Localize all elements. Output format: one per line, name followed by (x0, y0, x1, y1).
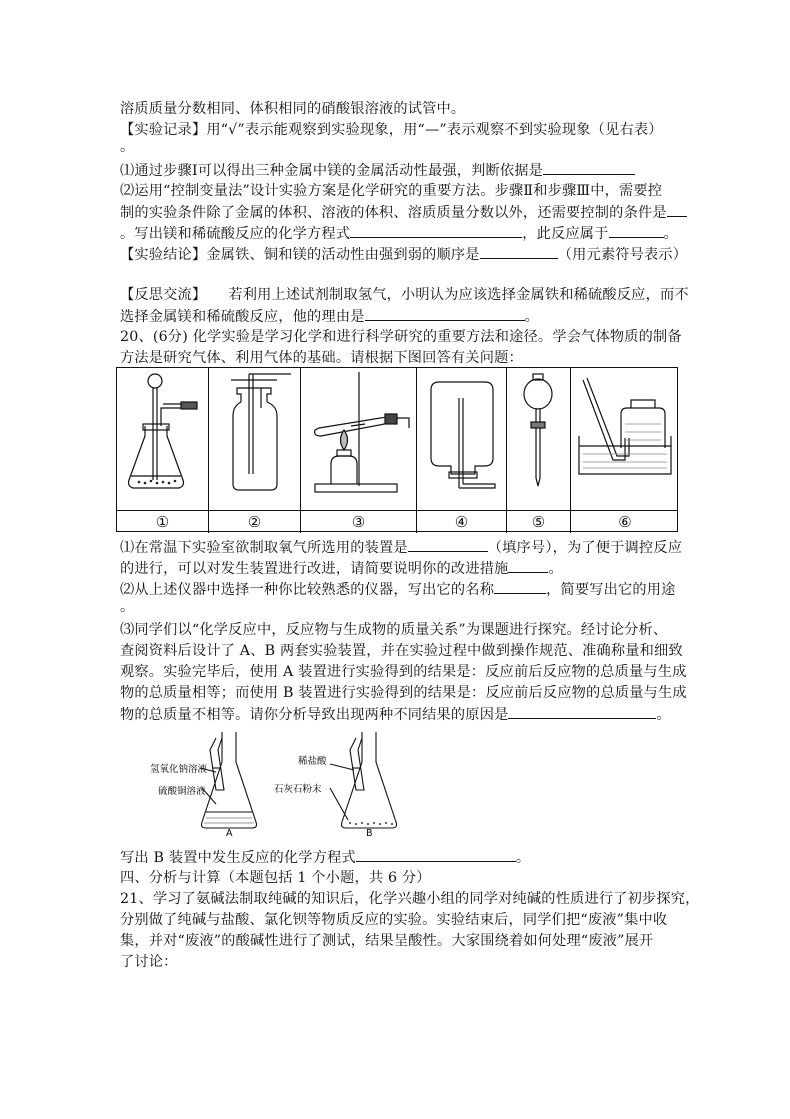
apparatus-5-separatory-funnel (507, 368, 571, 510)
apparatus-number-row (117, 510, 677, 533)
answer-blank[interactable] (667, 202, 687, 217)
flask-a-caption: A (226, 828, 233, 838)
apparatus-2-gas-collecting-bottle (209, 368, 301, 510)
text-line: 查阅资料后设计了 A、B 两套实验装置，并在实验过程中做到操作规范、准确称量和细致 (120, 643, 683, 659)
apparatus-table (116, 367, 678, 532)
text-line: 20、(6分) 化学实验是学习化学和进行科学研究的重要方法和途径。学会气体物质的制备 (120, 329, 682, 345)
text-line: 集，并对“废液”的酸碱性进行了测试，结果呈酸性。大家围绕着如何处理“废液”展开 (120, 933, 654, 949)
text-line: 。写出镁和稀硫酸反应的化学方程式 ，此反应属于 。 (120, 223, 680, 244)
answer-blank[interactable] (508, 704, 656, 719)
text-line: ⑵从上述仪器中选择一种你比较熟悉的仪器，写出它的名称 ，简要写出它的用途 (120, 579, 680, 600)
apparatus-number: ② (209, 511, 301, 533)
flask-a-label-naoh: 氢氧化钠溶液 (150, 764, 208, 775)
answer-blank[interactable] (408, 537, 488, 552)
text-line: 溶质质量分数相同、体积相同的硝酸银溶液的试管中。 (120, 101, 466, 117)
answer-blank[interactable] (494, 579, 546, 594)
apparatus-number: ④ (417, 511, 507, 533)
answer-blank[interactable] (356, 847, 516, 862)
text-line: 物的总质量相等；而使用 B 装置进行实验得到的结果是：反应前后反应物的总质量与生成 (120, 685, 687, 701)
text-line: ⑵运用“控制变量法”设计实验方案是化学研究的重要方法。步骤Ⅱ和步骤Ⅲ中，需要控 (120, 183, 663, 199)
text-line: 分别做了纯碱与盐酸、氯化钡等物质反应的实验。实验结束后，同学们把“废液”集中收 (120, 912, 668, 928)
apparatus-number: ① (117, 511, 209, 533)
apparatus-number: ③ (301, 511, 417, 533)
text-line: 制的实验条件除了金属的体积、溶液的体积、溶质质量分数以外，还需要控制的条件是 (120, 202, 680, 223)
flask-b-label-hcl: 稀盐酸 (298, 756, 327, 767)
apparatus-4-inverted-bottle (417, 368, 507, 510)
text-line: ⑶同学们以“化学反应中，反应物与生成物的质量关系”为课题进行探究。经讨论分析、 (120, 622, 668, 638)
text-line: ⑴通过步骤Ⅰ可以得出三种金属中镁的金属活动性最强，判断依据是 (120, 160, 680, 181)
answer-blank[interactable] (350, 223, 522, 238)
answer-blank[interactable] (609, 223, 664, 238)
answer-blank[interactable] (543, 160, 635, 175)
text-line: 了讨论： (120, 954, 178, 970)
text-line: 写出 B 装置中发生反应的化学方程式 。 (120, 847, 680, 868)
apparatus-6-water-displacement (571, 368, 679, 510)
answer-blank[interactable] (480, 244, 558, 259)
text-line: 。 (120, 599, 135, 615)
flask-b-caption: B (366, 828, 373, 838)
text-line: 【实验记录】用“√”表示能观察到实验现象，用“—”表示观察不到实验现象（见右表） (120, 122, 663, 138)
apparatus-number: ⑤ (507, 511, 571, 533)
text-line: 选择金属镁和稀硫酸反应，他的理由是 。 (120, 306, 680, 327)
text-line: 。 (120, 139, 135, 155)
answer-blank[interactable] (508, 558, 548, 573)
flask-a-b-figure (150, 728, 430, 838)
text-line: 物的总质量不相等。请你分析导致出现两种不同结果的原因是 。 (120, 704, 680, 725)
apparatus-1-erlenmeyer-with-funnel (117, 368, 209, 510)
apparatus-number: ⑥ (618, 513, 632, 531)
text-line: 的进行，可以对发生装置进行改进，请简要说明你的改进措施 。 (120, 558, 680, 579)
text-line: 21、学习了氨碱法制取纯碱的知识后，化学兴趣小组的同学对纯碱的性质进行了初步探究， (120, 891, 700, 907)
answer-blank[interactable] (365, 306, 525, 321)
text-line: 【反思交流】 若利用上述试剂制取氢气，小明认为应该选择金属铁和稀硫酸反应，而不 (120, 287, 689, 303)
apparatus-3-test-tube-heating (301, 368, 417, 510)
flask-a-label-cuso4: 硫酸铜溶液 (158, 786, 206, 797)
text-line: 方法是研究气体、利用气体的基础。请根据下图回答有关问题： (120, 350, 523, 366)
text-line: 观察。实验完毕后，使用 A 装置进行实验得到的结果是：反应前后反应物的总质量与生成 (120, 664, 687, 680)
text-line: ⑴在常温下实验室欲制取氧气所选用的装置是 （填序号），为了便于调控反应 (120, 537, 680, 558)
section-heading: 四、分析与计算（本题包括 1 个小题，共 6 分） (120, 870, 431, 886)
flask-b-label-limestone: 石灰石粉末 (274, 784, 322, 795)
text-line: 【实验结论】金属铁、铜和镁的活动性由强到弱的顺序是 （用元素符号表示） (120, 244, 680, 265)
